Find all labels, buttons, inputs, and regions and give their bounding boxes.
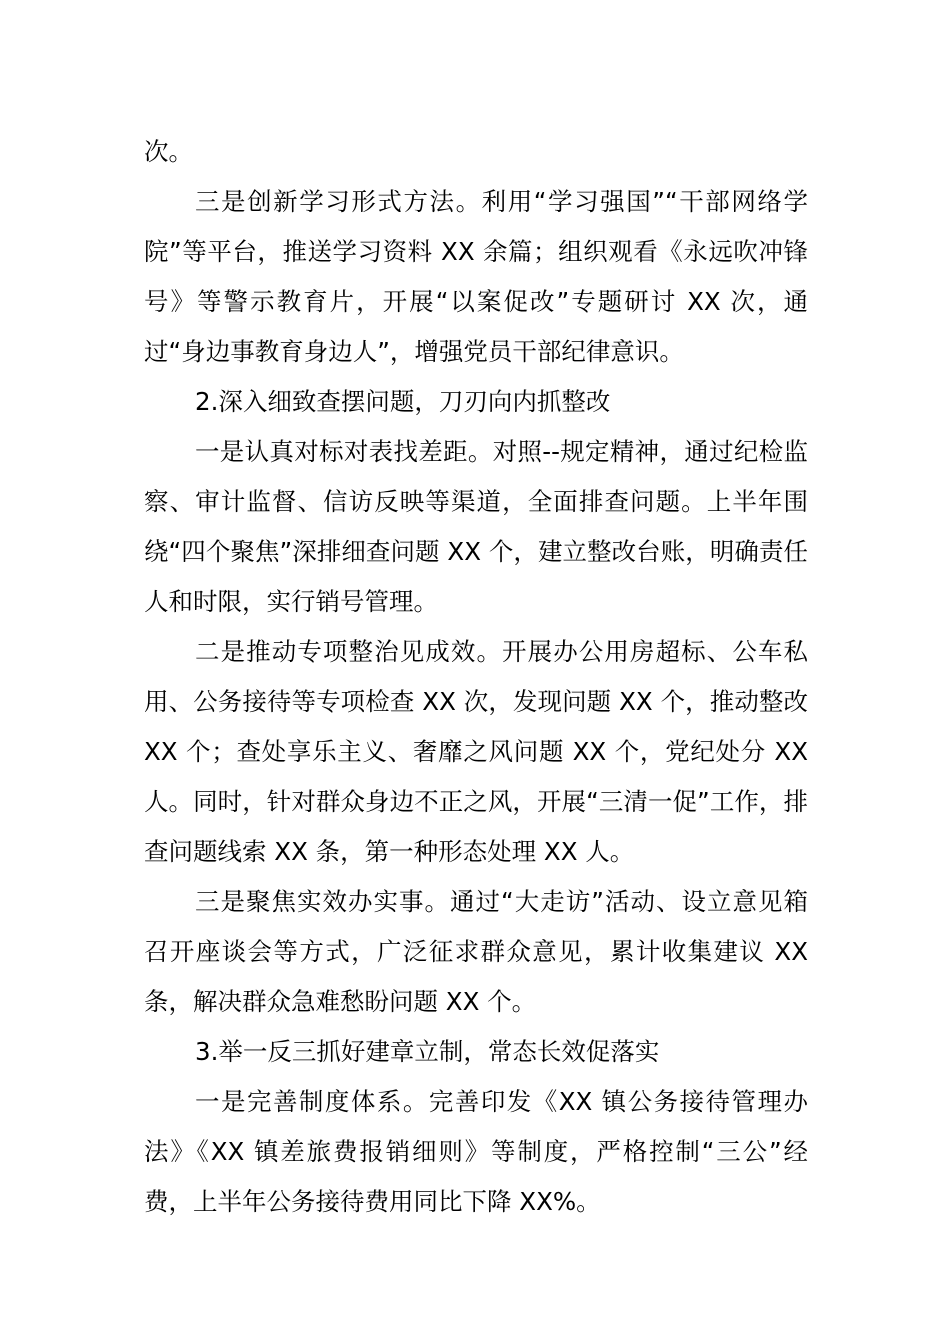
section-heading-2: 2.深入细致查摆问题，刀刃向内抓整改 [195, 387, 611, 416]
section-heading-3: 3.举一反三抓好建章立制，常态长效促落实 [195, 1037, 660, 1066]
paragraph-special-rectification: 二是推动专项整治见成效。开展办公用房超标、公车私用、公务接待等专项检查 XX 次，发现问题 XX 个，推动整改 XX 个；查处享乐主义、奢靡之风问题 XX 个，党纪处分 XX 人。同时，针对群众身边不正之风，开展“三清一促”工作，排查问题线索 XX 条，第一种形态处理 XX 人。 [144, 637, 808, 866]
document-page [144, 127, 808, 1227]
paragraph-find-gaps: 一是认真对标对表找差距。对照--规定精神，通过纪检监察、审计监督、信访反映等渠道，全面排查问题。上半年围绕“四个聚焦”深排细查问题 XX 个，建立整改台账，明确责任人和时限，实行销号管理。 [144, 437, 808, 616]
paragraph-study-methods: 三是创新学习形式方法。利用“学习强国”“干部网络学院”等平台，推送学习资料 XX 余篇；组织观看《永远吹冲锋号》等警示教育片，开展“以案促改”专题研讨 XX 次，通过“身边事教育身边人”，增强党员干部纪律意识。 [144, 187, 808, 366]
paragraph-practical-results: 三是聚焦实效办实事。通过“大走访”活动、设立意见箱召开座谈会等方式，广泛征求群众意见，累计收集建议 XX 条，解决群众急难愁盼问题 XX 个。 [144, 887, 808, 1016]
paragraph-continuation: 次。 [144, 137, 193, 166]
paragraph-improve-system: 一是完善制度体系。完善印发《XX 镇公务接待管理办法》《XX 镇差旅费报销细则》等制度，严格控制“三公”经费，上半年公务接待费用同比下降 XX%。 [144, 1087, 808, 1216]
